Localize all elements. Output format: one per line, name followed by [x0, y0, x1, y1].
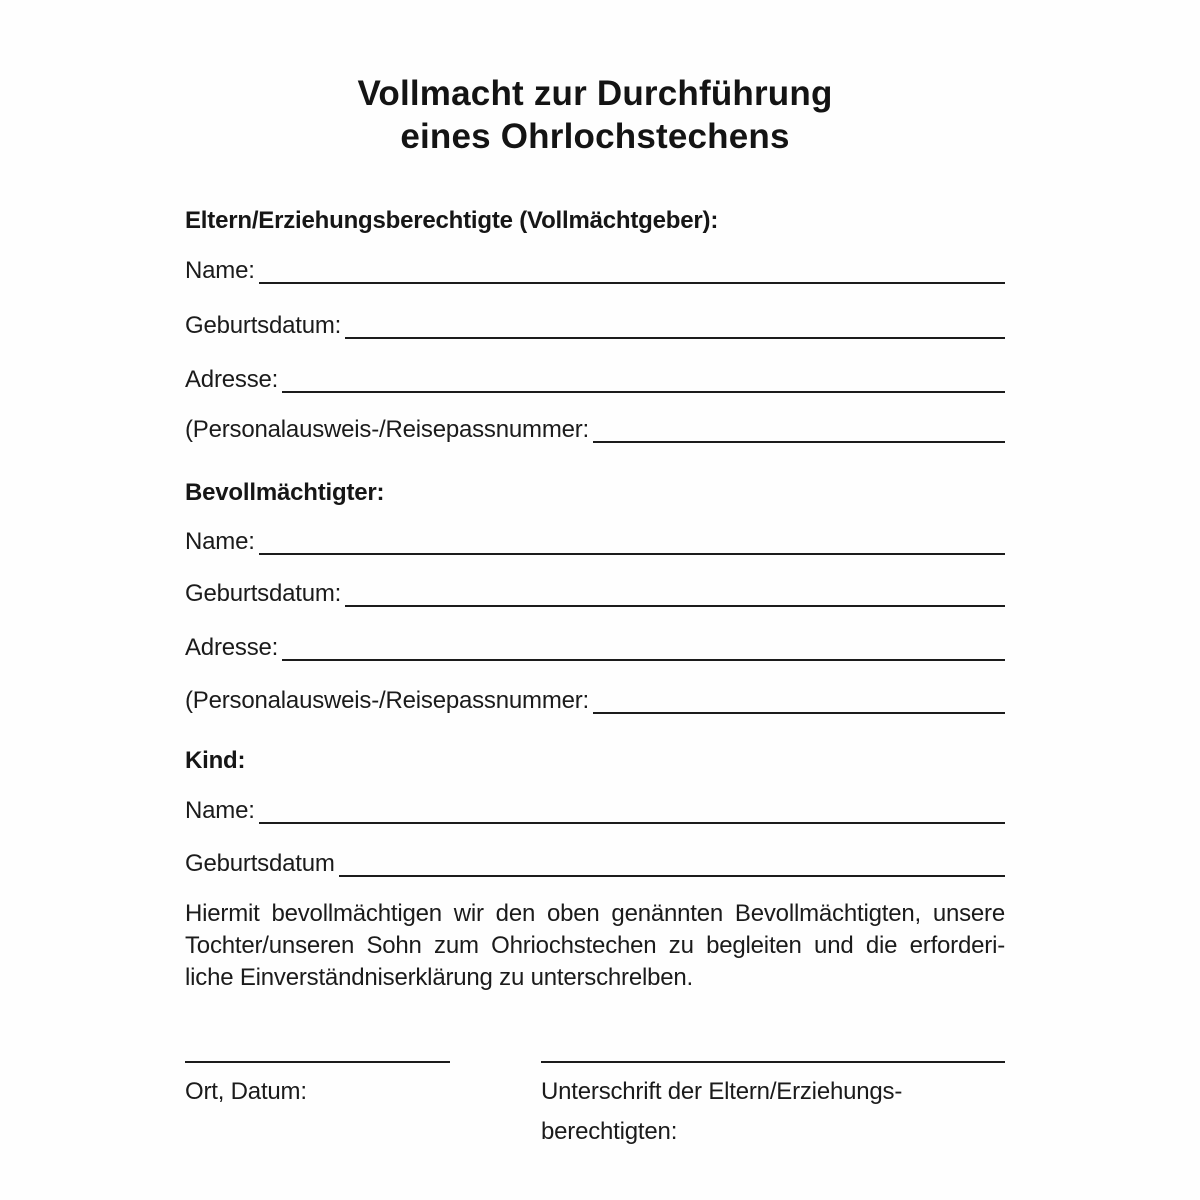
- agent-name-line: [259, 529, 1005, 555]
- agent-address-label: Adresse:: [185, 634, 279, 661]
- declaration-paragraph: [185, 898, 1005, 994]
- parent-birthdate-label: Geburtsdatum:: [185, 312, 342, 339]
- agent-id-number-label: (Personalausweis-/Reisepassnummer:: [185, 687, 590, 714]
- parent-address-line: [282, 367, 1005, 393]
- declaration-line1: Hiermit bevollmächtigen wir den oben genännten Bevollmächtigten, unsere: [185, 900, 1005, 927]
- parent-id-number-field: [185, 415, 1005, 445]
- declaration-line2: Tochter/unseren Sohn zum Ohriochstechen zu begleiten und die erforderi-: [185, 932, 1005, 959]
- parent-name-label: Name:: [185, 257, 255, 284]
- child-birthdate-label: Geburtsdatum: [185, 850, 335, 877]
- parents-signature-label-line1: Unterschrift der Eltern/Erziehungs-: [541, 1078, 903, 1105]
- parent-name-line: [259, 258, 1005, 284]
- parents-signature-label-line2: berechtigten:: [541, 1118, 678, 1145]
- parents-signature-label: [541, 1072, 1005, 1152]
- agent-id-number-field: [185, 686, 1005, 716]
- parent-address-label: Adresse:: [185, 366, 279, 393]
- agent-birthdate-label: Geburtsdatum:: [185, 580, 342, 607]
- place-date-label: Ort, Datum:: [185, 1078, 307, 1105]
- signature-place-date-block: [185, 1061, 450, 1112]
- parent-birthdate-line: [345, 313, 1005, 339]
- agent-id-number-line: [593, 688, 1005, 714]
- parent-id-number-line: [593, 417, 1005, 443]
- section-heading-parents: Eltern/Erziehungsberechtigte (Vollmächtgeber):: [185, 207, 719, 234]
- signature-parents-block: [541, 1061, 1005, 1152]
- child-name-field: [185, 796, 1005, 826]
- place-date-signature-line: [185, 1061, 450, 1063]
- form-content: [185, 0, 1005, 1200]
- agent-birthdate-field: [185, 579, 1005, 609]
- parent-address-field: [185, 365, 1005, 395]
- parent-birthdate-field: [185, 311, 1005, 341]
- agent-birthdate-line: [345, 581, 1005, 607]
- agent-address-field: [185, 633, 1005, 663]
- child-name-line: [259, 798, 1005, 824]
- agent-name-label: Name:: [185, 528, 255, 555]
- agent-name-field: [185, 527, 1005, 557]
- child-birthdate-line: [339, 851, 1005, 877]
- parents-signature-line: [541, 1061, 1005, 1063]
- child-birthdate-field: [185, 849, 1005, 879]
- parent-id-number-label: (Personalausweis-/Reisepassnummer:: [185, 416, 590, 443]
- child-name-label: Name:: [185, 797, 255, 824]
- section-heading-agent: Bevollmächtigter:: [185, 479, 385, 506]
- form-title-line1: Vollmacht zur Durchführung: [357, 74, 833, 113]
- form-title: [185, 72, 1005, 158]
- form-title-line2: eines Ohrlochstechens: [400, 117, 790, 156]
- parent-name-field: [185, 256, 1005, 286]
- section-heading-child: Kind:: [185, 747, 246, 774]
- declaration-line3: liche Einverständniserklärung zu unterschrelben.: [185, 964, 694, 991]
- agent-address-line: [282, 635, 1005, 661]
